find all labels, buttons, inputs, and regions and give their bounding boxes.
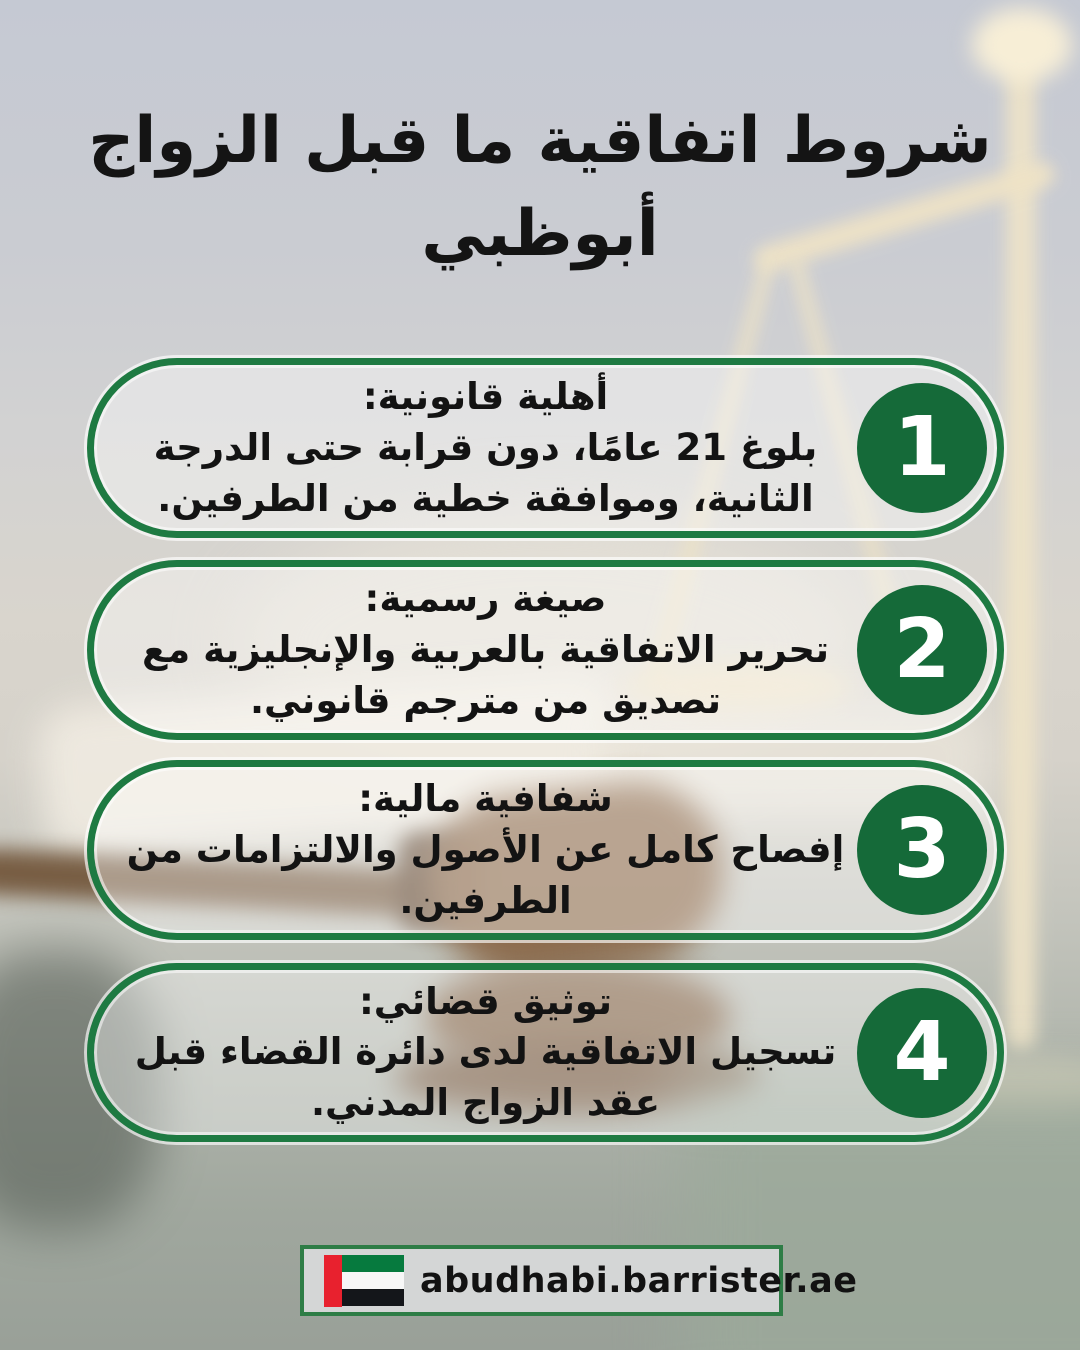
step-4-heading: توثيق قضائي: [358, 979, 613, 1023]
page-title-line1: شروط اتفاقية ما قبل الزواج [88, 103, 992, 178]
website-url[interactable]: abudhabi.barrister.ae [420, 1260, 858, 1301]
step-4-number: 4 [893, 1004, 951, 1100]
step-2-body: تحرير الاتفاقية بالعربية والإنجليزية مع تصديق من مترجم قانوني. [142, 627, 829, 722]
step-2-text [124, 574, 847, 726]
step-3-body: إفصاح كامل عن الأصول والالتزامات من الطرفين. [126, 827, 845, 922]
step-card-2 [87, 560, 1004, 740]
step-3-number-badge [857, 785, 987, 915]
step-2-number: 2 [893, 602, 951, 697]
step-4-text [124, 976, 847, 1128]
uae-flag-white-stripe [342, 1272, 404, 1289]
step-1-number: 1 [893, 400, 951, 495]
website-banner[interactable] [300, 1245, 858, 1316]
uae-flag-stripes [342, 1255, 404, 1307]
step-1-heading: أهلية قانونية: [362, 374, 609, 418]
step-1-text [124, 372, 847, 524]
page-title [0, 95, 1080, 281]
uae-flag-icon [324, 1255, 404, 1307]
step-4-number-badge [857, 988, 987, 1118]
uae-flag-green-stripe [342, 1255, 404, 1272]
step-4-body: تسجيل الاتفاقية لدى دائرة القضاء قبل عقد الزواج المدني. [134, 1030, 837, 1125]
uae-flag-black-stripe [342, 1289, 404, 1306]
step-2-heading: صيغة رسمية: [364, 576, 607, 620]
uae-flag-red-bar [324, 1255, 342, 1307]
step-card-4 [87, 963, 1004, 1142]
step-3-heading: شفافية مالية: [358, 776, 613, 820]
step-card-1 [87, 358, 1004, 538]
step-3-text [124, 774, 847, 926]
scales-of-justice-icon [972, 8, 1072, 82]
step-3-number: 3 [893, 802, 951, 897]
page-title-line2: أبوظبي [421, 196, 659, 271]
step-card-3 [87, 760, 1004, 940]
step-1-number-badge [857, 383, 987, 513]
step-1-body: بلوغ 21 عامًا، دون قرابة حتى الدرجة الثانية، وموافقة خطية من الطرفين. [153, 425, 818, 520]
step-2-number-badge [857, 585, 987, 715]
